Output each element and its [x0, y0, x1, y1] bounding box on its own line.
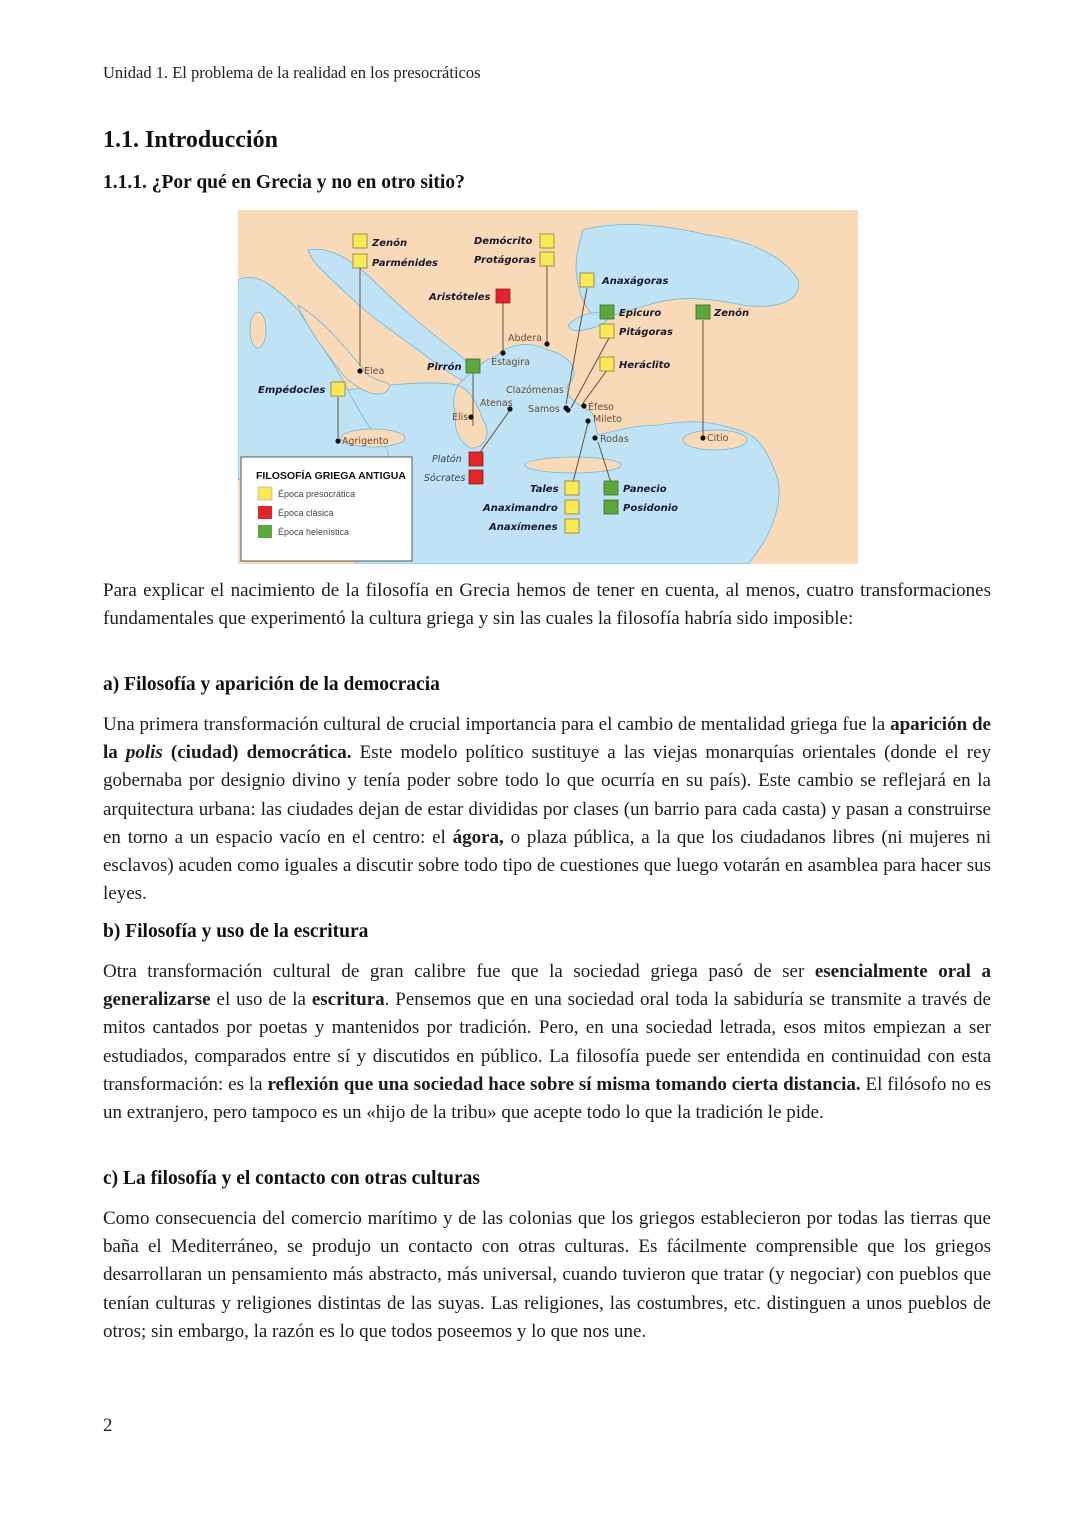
legend-title: FILOSOFÍA GRIEGA ANTIGUA — [256, 470, 406, 482]
city-efeso: Éfeso — [588, 402, 614, 413]
label-pirron: Pirrón — [427, 362, 462, 373]
page-number: 2 — [103, 1415, 113, 1436]
polis-emphasis: aparición de la polis (ciudad) democrática. — [103, 714, 991, 764]
label-anaximenes: Anaxímenes — [489, 522, 558, 533]
part-a-heading: a) Filosofía y aparición de la democracia — [103, 674, 440, 695]
oral-emphasis: esencialmente oral a generalizarse — [103, 961, 991, 1011]
city-atenas: Atenas — [480, 398, 513, 409]
part-b-paragraph: Otra transformación cultural de gran calibre fue que la sociedad griega pasó de ser esencialmente oral a generalizarse el uso de la escritura. Pensemos que en una sociedad oral toda la sabiduría se transmite a través de mitos cantados por poetas y mantenidos por tradición. Pero, en una sociedad letrada, esos mitos empiezan a ser estudiados, comparados entre sí y discutidos en público. La filosofía puede ser entendida en continuidad con esta transformación: es la reflexión que una sociedad hace sobre sí misma tomando cierta distancia. El filósofo no es un extranjero, pero tampoco es un «hijo de la tribu» que acepte todo lo que la tradición le pide. — [103, 961, 991, 1124]
section-title: 1.1. Introducción — [103, 127, 278, 153]
label-anaximandro: Anaximandro — [483, 503, 558, 514]
label-heraclito: Heráclito — [619, 360, 671, 371]
legend-hellenistic: Época helenística — [278, 527, 350, 537]
city-rodas: Rodas — [600, 434, 629, 445]
part-c-heading: c) La filosofía y el contacto con otras culturas — [103, 1168, 480, 1189]
label-protagoras: Protágoras — [474, 255, 537, 266]
part-a-paragraph: Una primera transformación cultural de crucial importancia para el cambio de mentalidad griega fue la aparición de la polis (ciudad) democrática. Este modelo político sustituye a las viejas monarquías orientales (donde el rey gobernaba por designio divino y tenía poder sobre todo lo que ocurría en su país). Este cambio se reflejará en la arquitectura urbana: las ciudades dejan de estar divididas por clases (un barrio para cada casta) y pasan a construirse en torno a un espacio vacío en el centro: el ágora, o plaza pública, a la que los ciudadanos libres (ni mujeres ni esclavos) acuden como iguales a discutir sobre todo tipo de cuestiones que luego votarán en asamblea para hacer sus leyes. — [103, 714, 991, 905]
map-legend — [241, 457, 412, 561]
legend-classical: Época clásica — [278, 508, 334, 518]
part-c-paragraph: Como consecuencia del comercio marítimo y de las colonias que los griegos establecieron por todas las tierras que baña el Mediterráneo, se produjo un contacto con otras culturas. Es fácilmente comprensible que los griegos desarrollaran un pensamiento más abstracto, más universal, cuando tuvieron que tratar (y negociar) con pueblos que tenían culturas y religiones distintas de las suyas. Las religiones, las costumbres, etc. distinguen a unos pueblos de otros; sin embargo, la razón es lo que todos poseemos y lo que nos une. — [103, 1208, 991, 1342]
city-elis: Elis — [452, 412, 469, 423]
legend-presocratic: Época presocrática — [278, 489, 356, 499]
label-zenon-citio: Zenón — [714, 308, 750, 319]
label-anaxagoras: Anaxágoras — [602, 276, 669, 287]
label-panecio: Panecio — [623, 484, 667, 495]
label-zenon-elea: Zenón — [372, 238, 408, 249]
city-samos: Samos — [528, 404, 560, 415]
label-platon: Platón — [432, 454, 462, 465]
part-b-heading: b) Filosofía y uso de la escritura — [103, 921, 369, 942]
label-parmenides: Parménides — [372, 258, 439, 269]
city-citio: Citio — [707, 433, 729, 444]
subsection-title: 1.1.1. ¿Por qué en Grecia y no en otro sitio? — [103, 172, 465, 193]
city-abdera: Abdera — [508, 333, 543, 344]
label-aristoteles: Aristóteles — [429, 292, 491, 303]
city-clazomenas: Clazómenas — [506, 385, 564, 396]
label-democrito: Demócrito — [474, 236, 533, 247]
running-header: Unidad 1. El problema de la realidad en los presocráticos — [103, 63, 481, 82]
label-posidonio: Posidonio — [623, 503, 679, 514]
reflexion-emphasis: reflexión que una sociedad hace sobre sí misma tomando cierta distancia. — [267, 1073, 861, 1095]
label-epicuro: Epicuro — [619, 308, 662, 319]
escritura-emphasis: escritura — [311, 989, 385, 1011]
city-estagira: Estagira — [491, 357, 530, 368]
agora-emphasis: ágora, — [452, 826, 504, 848]
intro-paragraph: Para explicar el nacimiento de la filosofía en Grecia hemos de tener en cuenta, al menos, cuatro transformaciones fundamentales que experimentó la cultura griega y sin las cuales la filosofía habría sido imposible: — [103, 580, 991, 630]
label-empedocles: Empédocles — [258, 385, 326, 396]
label-pitagoras: Pitágoras — [619, 327, 673, 338]
label-tales: Tales — [530, 484, 559, 495]
city-agrigento: Agrigento — [342, 436, 389, 447]
city-mileto: Mileto — [593, 414, 622, 425]
city-elea: Elea — [364, 366, 385, 377]
label-socrates: Sócrates — [424, 473, 466, 484]
greek-philosophy-map — [238, 210, 858, 564]
